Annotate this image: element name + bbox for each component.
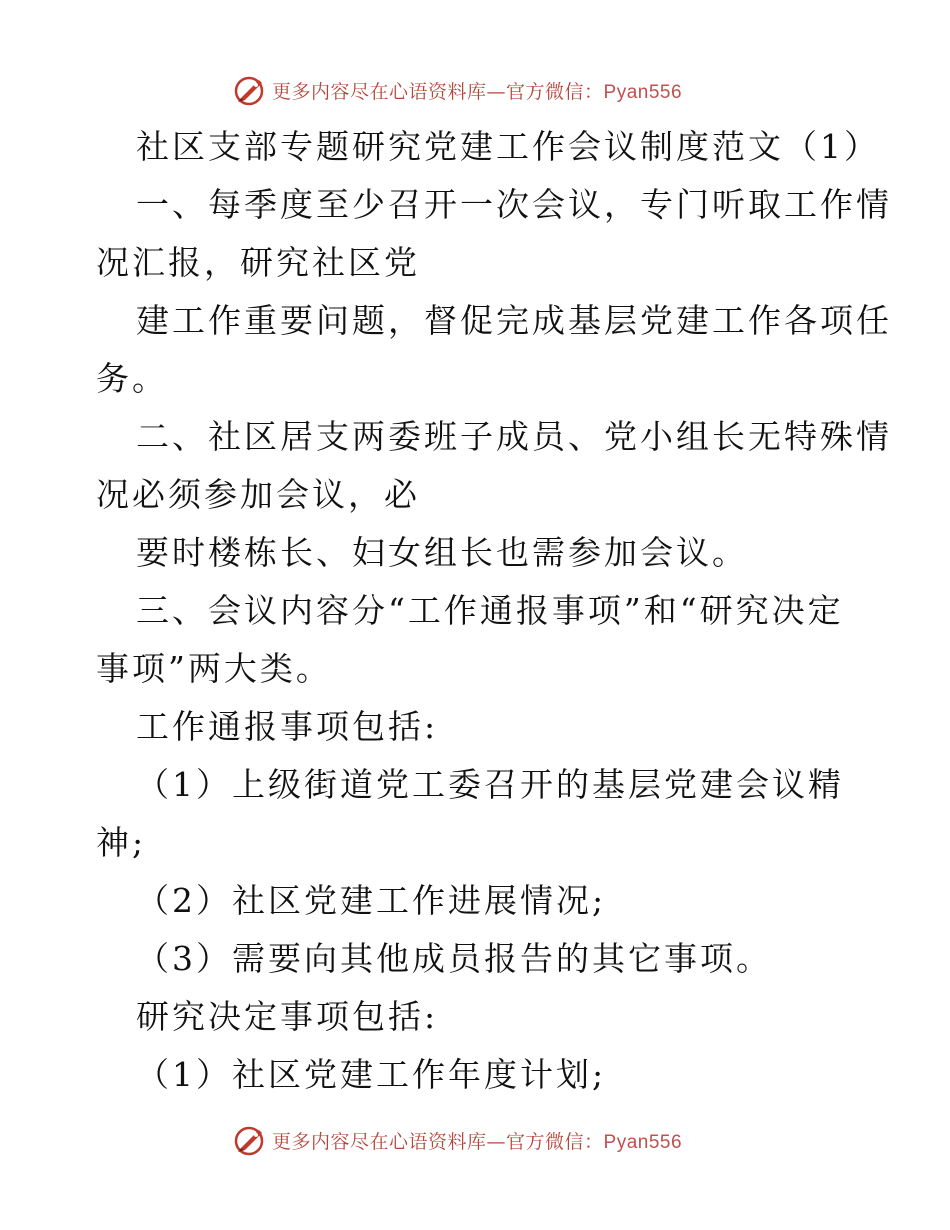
document-title: 社区支部专题研究党建工作会议制度范文（1）	[136, 127, 880, 166]
header-watermark	[232, 70, 682, 110]
watermark-slogan: 更多内容尽在心语资料库—官方微信：	[272, 80, 604, 103]
paragraph-line: 要时楼栋长、妇女组长也需参加会议。	[136, 533, 748, 572]
quill-pen-logo-icon	[232, 1122, 268, 1158]
paragraph-line: 一、每季度至少召开一次会议，专门听取工作情	[136, 185, 892, 224]
paragraph-line: 事项”两大类。	[96, 649, 332, 688]
paragraph-line: 况必须参加会议，必	[96, 475, 420, 514]
paragraph-line: 神;	[96, 823, 147, 862]
paragraph-line: （2）社区党建工作进展情况;	[136, 881, 607, 920]
quill-pen-logo-icon	[232, 72, 268, 108]
watermark-slogan: 更多内容尽在心语资料库—官方微信：	[272, 1130, 604, 1153]
paragraph-line: （1）上级街道党工委召开的基层党建会议精	[136, 765, 844, 804]
paragraph-line: 工作通报事项包括:	[136, 707, 439, 746]
watermark-text	[272, 1127, 682, 1154]
document-body	[96, 118, 892, 1104]
paragraph-line: 三、会议内容分“工作通报事项”和“研究决定	[136, 591, 844, 630]
paragraph-line: 建工作重要问题，督促完成基层党建工作各项任	[136, 301, 892, 340]
watermark-wechat-id: Pyan556	[603, 81, 683, 103]
paragraph-line: 研究决定事项包括:	[136, 997, 439, 1036]
watermark-text	[272, 77, 682, 104]
paragraph-line: （3）需要向其他成员报告的其它事项。	[136, 939, 772, 978]
footer-watermark	[232, 1120, 682, 1160]
paragraph-line: （1）社区党建工作年度计划;	[136, 1055, 607, 1094]
watermark-wechat-id: Pyan556	[603, 1131, 683, 1153]
paragraph-line: 务。	[96, 359, 168, 398]
paragraph-line: 况汇报，研究社区党	[96, 243, 420, 282]
paragraph-line: 二、社区居支两委班子成员、党小组长无特殊情	[136, 417, 892, 456]
